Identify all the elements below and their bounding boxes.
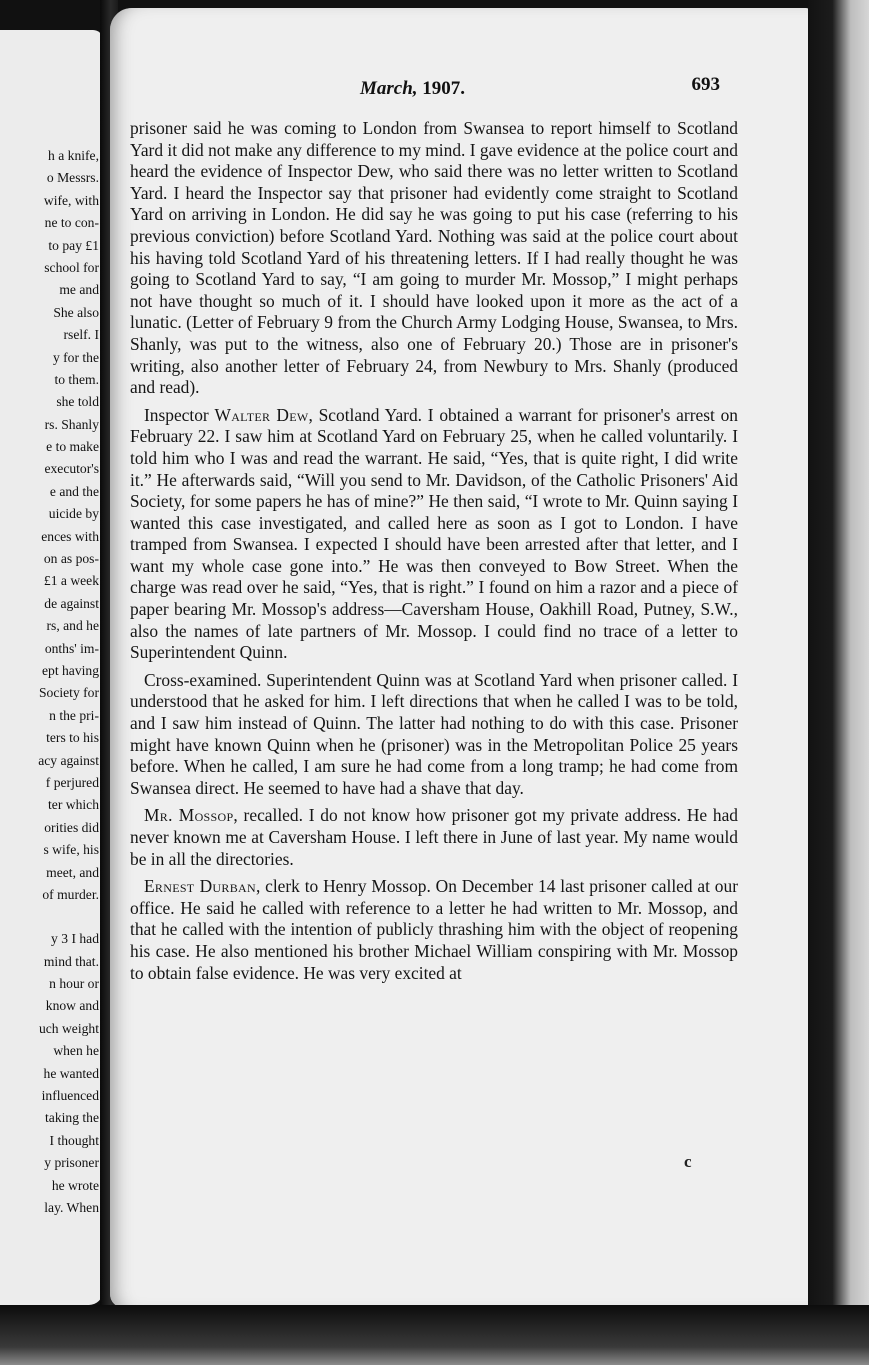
left-page-line: to pay £1: [48, 237, 99, 253]
left-page-line: he wanted: [43, 1065, 99, 1081]
left-page-line: n hour or: [49, 976, 99, 992]
page-header: [110, 74, 720, 108]
paragraph-3: [130, 670, 738, 800]
page-edge-shadow: [808, 0, 869, 1365]
left-page-line: rs, and he: [46, 618, 99, 634]
left-page-line: he wrote: [51, 1177, 99, 1193]
left-page-line: rself. I: [63, 327, 99, 343]
left-page-line: lay. When: [44, 1199, 99, 1215]
running-head-year: 1907.: [422, 78, 466, 99]
left-page-line: influenced: [41, 1088, 99, 1104]
left-page-line: uicide by: [48, 506, 99, 522]
left-page-line: e to make: [46, 439, 99, 455]
left-page-line: ter which: [48, 797, 99, 813]
paragraph-text: , Scotland Yard. I obtained a warrant for prisoner's arrest on February 22. I saw him at Scotland Yard on February 25, when he called voluntarily. I told him who I was and read the warrant. He said, “Yes, that is quite right, I did write it.” He afterwards said, “Will you send to Mr. Davidson, of the Catholic Prisoners' Aid Society, for some papers he has of mine?” He then said, “I wrote to Mr. Quinn saying I wanted this case investigated, and called here as soon as I got to London. I have tramped from Swansea. I expected I should have been arrested after that letter, and I want my whole case gone into.” He was then conveyed to Bow Street. When the charge was read over he said, “Yes, that is right.” I found on him a razor and a piece of paper bearing Mr. Mossop's address—Caversham House, Oakhill Road, Putney, S.W., also the names of late partners of Mr. Mossop. I could find no trace of a letter to Superintendent Quinn.: [130, 404, 738, 663]
left-page-line: Society for: [38, 685, 99, 701]
bottom-shadow: [0, 1305, 869, 1365]
left-page-line: school for: [44, 259, 99, 275]
left-page-line: de against: [44, 595, 99, 611]
left-page-line: meet, and: [46, 864, 99, 880]
left-page-line: y for the: [52, 349, 99, 365]
left-page-line: know and: [45, 998, 99, 1014]
paragraph-lead: Inspector: [144, 404, 215, 425]
paragraph-1: [130, 118, 738, 399]
left-page-line: e and the: [49, 483, 99, 499]
left-page-line: f perjured: [45, 774, 99, 790]
left-page-line: £1 a week: [43, 573, 99, 589]
page-body: [130, 118, 738, 990]
left-page-line: ences with: [41, 528, 99, 544]
left-page-fragment: [0, 30, 103, 1305]
left-page-line: n the pri-: [49, 707, 99, 723]
signature-mark: c: [684, 1152, 692, 1171]
left-page-line: orities did: [44, 819, 99, 835]
left-page-text: [0, 145, 99, 1219]
witness-name: Ernest Durban: [144, 876, 256, 897]
left-page-line: ne to con-: [44, 215, 99, 231]
left-page-line: executor's: [44, 461, 99, 477]
running-head-month: March,: [360, 78, 418, 99]
witness-name: Mr. Mossop: [144, 805, 234, 826]
left-page-line: to them.: [54, 371, 99, 387]
left-page-line: s wife, his: [43, 842, 99, 858]
left-page-line: taking the: [45, 1110, 99, 1126]
left-page-line: ept having: [41, 662, 99, 678]
left-page-line: wife, with: [43, 192, 99, 208]
left-page-line: me and: [59, 282, 99, 298]
left-page-line: uch weight: [38, 1020, 99, 1036]
left-page-line: when he: [53, 1043, 99, 1059]
running-head: [360, 78, 465, 100]
paragraph-text: prisoner said he was coming to London from Swansea to report himself to Scotland Yard it did not make any difference to my mind. I gave evidence at the police court and heard the evidence of Inspector Dew, who said there was no letter written to Scotland Yard. I heard the Inspector say that prisoner had evidently come straight to Scotland Yard on arriving in London. He did say he was going to put his case (referring to his previous conviction) before Scotland Yard. Nothing was said at the police court about his having told Scotland Yard of his threatening letters. If I had really thought he was going to Scotland Yard to say, “I am going to murder Mr. Mossop,” I might perhaps not have thought so much of it. I should have looked upon it more as the act of a lunatic. (Letter of February 9 from the Church Army Lodging House, Swansea, to Mrs. Shanly, was put to the witness, also one of February 20.) Those are in prisoner's writing, also another letter of February 24, from Newbury to Mrs. Shanly (produced and read).: [130, 118, 738, 398]
paragraph-text: , recalled. I do not know how prisoner got my private address. He had never known me at Caversham House. I left there in June of last year. My name would be in all the directories.: [130, 805, 738, 869]
paragraph-2: [130, 405, 738, 664]
left-page-line: on as pos-: [43, 551, 99, 567]
left-page-line: rs. Shanly: [44, 416, 99, 432]
page-number: 693: [691, 74, 720, 95]
paragraph-text: , clerk to Henry Mossop. On December 14 last prisoner called at our office. He said he called with reference to a letter he had written to Mr. Mossop, and that he called with the intention of publicly thrashing him with the object of reopening his case. He also mentioned his brother Michael William conspiring with Mr. Mossop to obtain false evidence. He was very excited at: [130, 876, 738, 983]
left-page-line: onths' im-: [44, 640, 99, 656]
left-page-line: mind that.: [43, 953, 99, 969]
left-page-line: I thought: [49, 1132, 99, 1148]
paragraph-5: [130, 876, 738, 984]
left-page-line: [0, 906, 99, 928]
paragraph-text: Cross-examined. Superintendent Quinn was at Scotland Yard when prisoner called. I understood that he asked for him. I left directions that when he called I was to be told, and I saw him instead of Quinn. The latter had nothing to do with this case. Prisoner might have known Quinn when he (prisoner) was in the Metropolitan Police 25 years before. When he called, I am sure he had come from a long tramp; he had come from Swansea direct. He seemed to have had a shave that day.: [130, 669, 738, 798]
left-page-line: she told: [56, 394, 99, 410]
paragraph-4: [130, 805, 738, 870]
witness-name: Walter Dew: [214, 404, 309, 425]
left-page-line: y 3 I had: [51, 931, 99, 947]
left-page-line: y prisoner: [44, 1155, 99, 1171]
left-page-line: o Messrs.: [46, 170, 99, 186]
left-page-line: of murder.: [42, 886, 99, 902]
left-page-line: h a knife,: [48, 148, 99, 163]
left-page-line: acy against: [38, 752, 99, 768]
left-page-line: ters to his: [46, 730, 99, 746]
left-page-line: She also: [53, 304, 99, 320]
